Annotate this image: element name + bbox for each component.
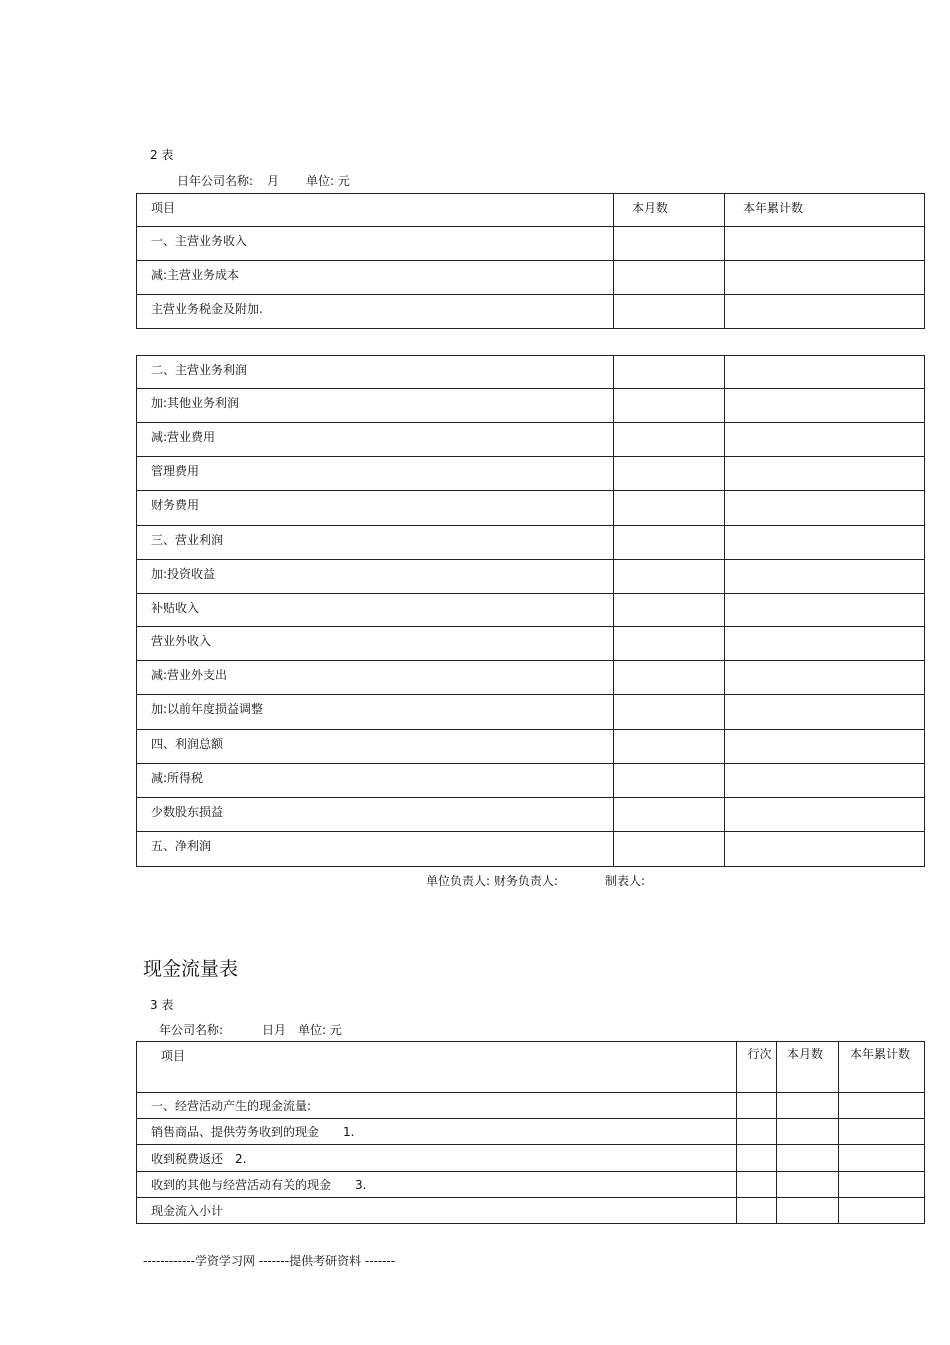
cell-month[interactable]: [614, 261, 725, 295]
cell-month[interactable]: [614, 491, 725, 526]
cashflow-title: 现金流量表: [143, 958, 239, 980]
cell-year[interactable]: [725, 491, 925, 526]
table-row: [137, 560, 925, 594]
cell-year[interactable]: [725, 457, 925, 491]
cell-year[interactable]: [725, 832, 925, 867]
table-row: [137, 227, 925, 261]
table-row: [137, 764, 925, 798]
cashflow-header-date: 日月: [262, 1023, 287, 1037]
cell-year[interactable]: [725, 389, 925, 423]
cashflow-table-number: 3 表: [150, 998, 174, 1012]
cell-year[interactable]: [725, 423, 925, 457]
row-label: 减:营业外支出: [137, 661, 614, 695]
row-label: 加:投资收益: [137, 560, 614, 594]
row-label: [137, 1172, 737, 1198]
cell-month[interactable]: [777, 1172, 839, 1198]
cell-year[interactable]: [725, 295, 925, 329]
table-row: [137, 594, 925, 627]
table-row: [137, 1198, 925, 1224]
cell-line-no[interactable]: [737, 1198, 777, 1224]
column-header-line-no: 行次: [737, 1042, 777, 1093]
column-header-year: 本年累计数: [725, 194, 925, 227]
row-label: [137, 1198, 737, 1224]
signature-preparer: 制表人:: [605, 874, 646, 888]
cell-month[interactable]: [614, 389, 725, 423]
column-header-month: 本月数: [614, 194, 725, 227]
income-header-row: [137, 194, 925, 227]
row-label: 五、净利润: [137, 832, 614, 867]
row-label: 四、利润总额: [137, 730, 614, 764]
cell-month[interactable]: [777, 1093, 839, 1119]
cell-year[interactable]: [725, 695, 925, 730]
row-number: 3.: [355, 1178, 367, 1192]
table-row: [137, 695, 925, 730]
table-row: [137, 661, 925, 695]
cell-month[interactable]: [614, 457, 725, 491]
signature-responsible: 单位负责人: 财务负责人:: [426, 874, 558, 888]
cell-year[interactable]: [725, 730, 925, 764]
row-text: 现金流入小计: [151, 1204, 224, 1218]
row-text: 销售商品、提供劳务收到的现金: [151, 1125, 320, 1139]
column-header-item: 项目: [137, 1042, 737, 1093]
cell-month[interactable]: [614, 764, 725, 798]
income-table-top: [136, 193, 925, 329]
table-row: [137, 798, 925, 832]
row-label: 补贴收入: [137, 594, 614, 627]
table-row: [137, 389, 925, 423]
row-text: 收到的其他与经营活动有关的现金: [151, 1178, 332, 1192]
cell-year[interactable]: [725, 526, 925, 560]
cell-year[interactable]: [725, 764, 925, 798]
row-label: 主营业务税金及附加.: [137, 295, 614, 329]
cell-year[interactable]: [725, 798, 925, 832]
cell-year[interactable]: [725, 227, 925, 261]
cell-year[interactable]: [725, 356, 925, 389]
row-label: 二、主营业务利润: [137, 356, 614, 389]
table-row: [137, 1093, 925, 1119]
row-label: 财务费用: [137, 491, 614, 526]
table-row: [137, 1119, 925, 1145]
cell-month[interactable]: [614, 695, 725, 730]
income-header-unit: 单位: 元: [306, 174, 350, 188]
row-label: 减:主营业务成本: [137, 261, 614, 295]
column-header-month: 本月数: [777, 1042, 839, 1093]
cell-year[interactable]: [839, 1119, 925, 1145]
row-text: 收到税费返还: [151, 1151, 224, 1166]
income-header-month: 月: [267, 174, 280, 188]
row-label: 管理费用: [137, 457, 614, 491]
column-header-item: 项目: [137, 194, 614, 227]
table-row: [137, 627, 925, 661]
table-row: [137, 730, 925, 764]
table-row: [137, 423, 925, 457]
page-footer: ------------学资学习网 -------提供考研资料 -------: [143, 1254, 396, 1268]
cell-month[interactable]: [777, 1145, 839, 1172]
cell-month[interactable]: [777, 1119, 839, 1145]
row-text: 一、经营活动产生的现金流量:: [151, 1099, 312, 1113]
cell-line-no[interactable]: [737, 1172, 777, 1198]
row-label: 少数股东损益: [137, 798, 614, 832]
cell-month[interactable]: [614, 356, 725, 389]
cell-year[interactable]: [839, 1172, 925, 1198]
cell-year[interactable]: [839, 1145, 925, 1172]
cell-month[interactable]: [614, 227, 725, 261]
row-label: 减:所得税: [137, 764, 614, 798]
row-label: [137, 1119, 737, 1145]
cell-month[interactable]: [614, 798, 725, 832]
table-row: [137, 491, 925, 526]
cell-month[interactable]: [614, 730, 725, 764]
row-label: 三、营业利润: [137, 526, 614, 560]
cell-month[interactable]: [614, 832, 725, 867]
column-header-year: 本年累计数: [839, 1042, 925, 1093]
row-label: 加:其他业务利润: [137, 389, 614, 423]
cell-year[interactable]: [839, 1093, 925, 1119]
cell-year[interactable]: [725, 661, 925, 695]
cell-month[interactable]: [614, 594, 725, 627]
cell-line-no[interactable]: [737, 1093, 777, 1119]
table-row: [137, 526, 925, 560]
row-number: 1.: [343, 1125, 355, 1139]
row-label: [137, 1145, 737, 1172]
table-row: [137, 1172, 925, 1198]
row-label: 一、主营业务收入: [137, 227, 614, 261]
table-row: [137, 1145, 925, 1172]
row-label: [137, 1093, 737, 1119]
table-row: [137, 832, 925, 867]
cell-year[interactable]: [725, 594, 925, 627]
cell-year[interactable]: [725, 261, 925, 295]
income-table-number: 2 表: [150, 148, 174, 162]
income-table-bottom: [136, 355, 925, 867]
cell-month[interactable]: [614, 423, 725, 457]
table-row: [137, 295, 925, 329]
cell-month[interactable]: [614, 560, 725, 594]
cell-line-no[interactable]: [737, 1119, 777, 1145]
cell-year[interactable]: [725, 627, 925, 661]
table-row: [137, 457, 925, 491]
cell-year[interactable]: [725, 560, 925, 594]
cell-year[interactable]: [839, 1198, 925, 1224]
row-number: 2.: [235, 1151, 247, 1166]
row-label: 加:以前年度损益调整: [137, 695, 614, 730]
cashflow-header-company: 年公司名称:: [159, 1023, 224, 1037]
table-row: [137, 356, 925, 389]
row-label: 营业外收入: [137, 627, 614, 661]
cashflow-table: [136, 1041, 925, 1224]
cell-month[interactable]: [614, 661, 725, 695]
row-label: 减:营业费用: [137, 423, 614, 457]
income-header-company: 日年公司名称:: [177, 174, 254, 188]
table-row: [137, 261, 925, 295]
cell-month[interactable]: [614, 627, 725, 661]
cell-month[interactable]: [777, 1198, 839, 1224]
cell-month[interactable]: [614, 526, 725, 560]
cell-line-no[interactable]: [737, 1145, 777, 1172]
cashflow-header-unit: 单位: 元: [298, 1023, 342, 1037]
cashflow-header-row: [137, 1042, 925, 1093]
cell-month[interactable]: [614, 295, 725, 329]
